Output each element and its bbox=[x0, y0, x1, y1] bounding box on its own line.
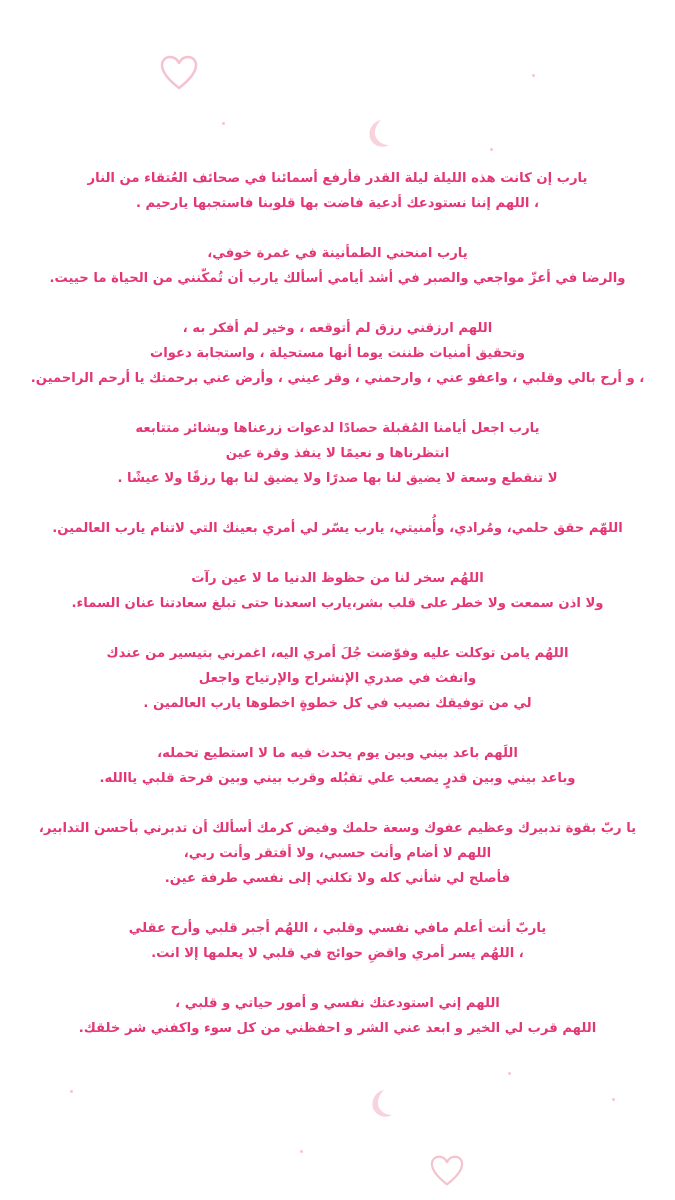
prayer-line: اللهُم يامن توكلت عليه وفوّضت جُلَ أمري اليه، اغمرني بتيسير من عندك bbox=[106, 646, 569, 661]
prayer-line: اللهم قرب لي الخير و ابعد عني الشر و احفظني من كل سوء واكفني شر خلقك. bbox=[78, 1021, 597, 1036]
sparkle-dot-icon bbox=[70, 1090, 73, 1093]
prayer-paragraph bbox=[0, 991, 675, 1041]
prayer-paragraph bbox=[0, 566, 675, 616]
prayer-line: اللهم ارزقني رزق لم أتوقعه ، وخير لم أفكر به ، bbox=[182, 321, 493, 336]
prayer-line: يا ربّ بقوة تدبيرك وعظيم عفوك وسعة حلمك وفيض كرمك أسألك أن تدبرني بأحسن التدابير، bbox=[38, 821, 637, 836]
prayer-paragraph bbox=[0, 916, 675, 966]
prayer-paragraph bbox=[0, 741, 675, 791]
prayer-paragraph bbox=[0, 316, 675, 391]
prayer-line: يارب إن كانت هذه الليلة ليلة القدر فأرفع أسمائنا في صحائف العُتقاء من النار bbox=[87, 171, 588, 186]
prayer-line: انتظرناها و نعيمًا لا ينفذ وقرة عين bbox=[225, 446, 450, 461]
sparkle-dot-icon bbox=[612, 1098, 615, 1101]
prayer-paragraph bbox=[0, 641, 675, 716]
prayer-line: لا تنقطع وسعة لا يضيق لنا بها صدرًا ولا يضيق لنا بها رزقًا ولا عيشًا . bbox=[117, 471, 558, 486]
prayer-line: اللهُم سخر لنا من حظوظ الدنيا ما لا عين رآت bbox=[191, 571, 484, 586]
prayer-line: ياربّ أنت أعلم مافي نفسي وقلبي ، اللهُم أجبر قلبي وأرح عقلي bbox=[128, 921, 547, 936]
crescent-moon-icon bbox=[368, 1088, 394, 1120]
sparkle-dot-icon bbox=[532, 74, 535, 77]
prayer-line: وتحقيق أمنيات ظننت يوما أنها مستحيلة ، واستجابة دعوات bbox=[150, 346, 525, 361]
prayer-paragraph bbox=[0, 816, 675, 891]
prayer-line: ، و أرح بالي وقلبي ، واعفو عني ، وارحمني ، وقر عيني ، وأرض عني برحمتك يا أرحم الراحمين. bbox=[30, 371, 645, 386]
prayer-paragraph bbox=[0, 241, 675, 291]
prayer-line: اللهم لا أضام وأنت حسبي، ولا أفتقر وأنت ربي، bbox=[183, 846, 492, 861]
prayer-line: ولا اذن سمعت ولا خطر على قلب بشر،يارب اسعدنا حتى تبلغ سعادتنا عنان السماء. bbox=[71, 596, 604, 611]
sparkle-dot-icon bbox=[490, 148, 493, 151]
prayer-line: فأصلح لي شأني كله ولا تكلني إلى نفسي طرفة عين. bbox=[164, 871, 511, 886]
prayer-text-block bbox=[0, 166, 675, 1066]
crescent-moon-icon bbox=[365, 118, 391, 150]
prayer-line: يارب اجعل أيامنا المُقبلة حصادًا لدعوات زرعناها وبشائر متتابعه bbox=[135, 421, 540, 436]
prayer-line: اللهم إني استودعتك نفسي و أمور حياتي و قلبي ، bbox=[175, 996, 500, 1011]
prayer-line: ، اللهُم يسر أمري واقضِ حوائج في قلبي لا يعلمها إلا انت. bbox=[151, 946, 524, 961]
sparkle-dot-icon bbox=[508, 1072, 511, 1075]
prayer-line: لي من توفيقك نصيب في كل خطوةٍ اخطوها يارب العالمين . bbox=[143, 696, 532, 711]
prayer-line: وباعد بيني وبين قدرٍ يصعب علي تقبُله وقرب بيني وبين فرحة قلبي ياالله. bbox=[99, 771, 576, 786]
sparkle-dot-icon bbox=[300, 1150, 303, 1153]
prayer-paragraph bbox=[0, 416, 675, 491]
sparkle-dot-icon bbox=[222, 122, 225, 125]
prayer-paragraph bbox=[0, 166, 675, 216]
heart-outline-icon bbox=[430, 1155, 464, 1187]
prayer-line: اللَهم باعد بيني وبين يوم يحدث فيه ما لا استطيع تحمله، bbox=[157, 746, 518, 761]
prayer-line: اللهّم حقق حلمي، ومُرادي، وأُمنيتي، يارب يسّر لي أمري بعينك التي لاتنام يارب العالمين. bbox=[52, 521, 623, 536]
prayer-line: يارب امنحني الطمأنينة في غمرة خوفي، bbox=[207, 246, 468, 261]
prayer-line: والرضا في أعزّ مواجعي والصبر في أشد أيامي أسألك يارب أن تُمكّنني من الحياة ما حييت. bbox=[49, 271, 626, 286]
prayer-line: ، اللهم إننا نستودعك أدعية فاضت بها قلوبنا فاستجبها يارحيم . bbox=[135, 196, 540, 211]
prayer-paragraph bbox=[0, 516, 675, 541]
prayer-line: وانفث في صدري الإنشراح والإرتياح واجعل bbox=[198, 671, 477, 686]
heart-outline-icon bbox=[160, 55, 198, 91]
